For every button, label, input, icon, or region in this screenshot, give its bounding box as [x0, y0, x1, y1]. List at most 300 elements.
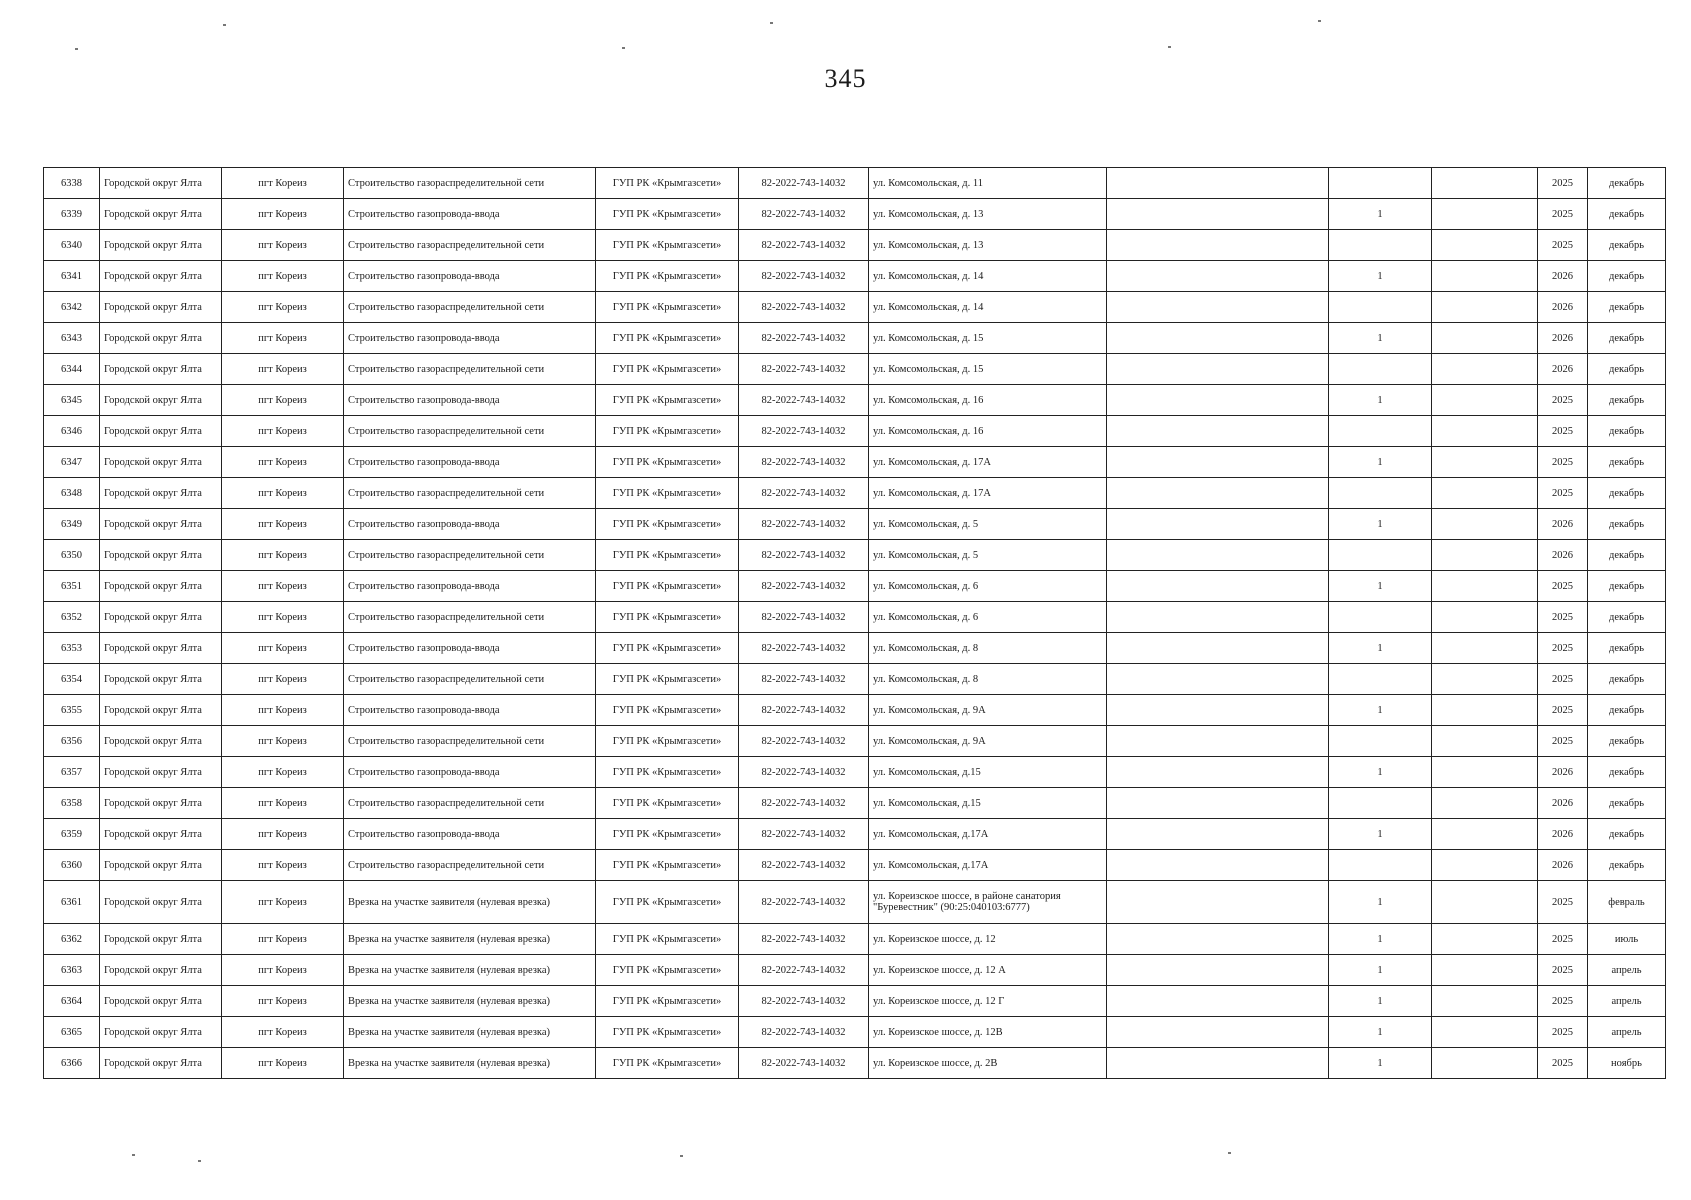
- settlement-cell: пгт Кореиз: [222, 168, 344, 199]
- address-cell: ул. Комсомольская, д. 5: [869, 540, 1107, 571]
- quantity-cell: [1329, 664, 1432, 695]
- year-cell: 2025: [1538, 955, 1588, 986]
- row-number: 6352: [44, 602, 100, 633]
- scan-speck: [75, 48, 78, 50]
- table-row: [44, 1048, 1666, 1079]
- blank-cell: [1432, 540, 1538, 571]
- month-cell: декабрь: [1588, 633, 1666, 664]
- organization-cell: ГУП РК «Крымгазсети»: [596, 924, 739, 955]
- year-cell: 2025: [1538, 571, 1588, 602]
- address-cell: ул. Комсомольская, д.15: [869, 757, 1107, 788]
- year-cell: 2026: [1538, 757, 1588, 788]
- work-type-cell: Строительство газопровода-ввода: [344, 819, 596, 850]
- table-row: [44, 261, 1666, 292]
- blank-cell: [1107, 416, 1329, 447]
- quantity-cell: 1: [1329, 323, 1432, 354]
- quantity-cell: 1: [1329, 1048, 1432, 1079]
- organization-cell: ГУП РК «Крымгазсети»: [596, 633, 739, 664]
- year-cell: 2026: [1538, 788, 1588, 819]
- blank-cell: [1432, 986, 1538, 1017]
- year-cell: 2025: [1538, 602, 1588, 633]
- row-number: 6357: [44, 757, 100, 788]
- month-cell: апрель: [1588, 1017, 1666, 1048]
- month-cell: декабрь: [1588, 199, 1666, 230]
- blank-cell: [1107, 385, 1329, 416]
- program-code-cell: 82-2022-743-14032: [739, 571, 869, 602]
- work-type-cell: Строительство газопровода-ввода: [344, 447, 596, 478]
- year-cell: 2025: [1538, 664, 1588, 695]
- district-cell: Городской округ Ялта: [100, 757, 222, 788]
- blank-cell: [1432, 478, 1538, 509]
- program-code-cell: 82-2022-743-14032: [739, 354, 869, 385]
- work-type-cell: Строительство газопровода-ввода: [344, 385, 596, 416]
- organization-cell: ГУП РК «Крымгазсети»: [596, 819, 739, 850]
- row-number: 6342: [44, 292, 100, 323]
- row-number: 6362: [44, 924, 100, 955]
- quantity-cell: 1: [1329, 924, 1432, 955]
- address-cell: ул. Кореизское шоссе, в районе санатория "Буревестник" (90:25:040103:6777): [869, 881, 1107, 924]
- year-cell: 2025: [1538, 199, 1588, 230]
- blank-cell: [1432, 199, 1538, 230]
- blank-cell: [1107, 695, 1329, 726]
- row-number: 6353: [44, 633, 100, 664]
- quantity-cell: [1329, 416, 1432, 447]
- year-cell: 2025: [1538, 881, 1588, 924]
- table-row: [44, 602, 1666, 633]
- table-row: [44, 924, 1666, 955]
- blank-cell: [1107, 924, 1329, 955]
- table-row: [44, 323, 1666, 354]
- program-code-cell: 82-2022-743-14032: [739, 986, 869, 1017]
- address-cell: ул. Комсомольская, д. 13: [869, 199, 1107, 230]
- table-row: [44, 695, 1666, 726]
- organization-cell: ГУП РК «Крымгазсети»: [596, 726, 739, 757]
- blank-cell: [1432, 1048, 1538, 1079]
- program-code-cell: 82-2022-743-14032: [739, 509, 869, 540]
- blank-cell: [1432, 416, 1538, 447]
- work-type-cell: Строительство газораспределительной сети: [344, 602, 596, 633]
- month-cell: декабрь: [1588, 695, 1666, 726]
- organization-cell: ГУП РК «Крымгазсети»: [596, 955, 739, 986]
- address-cell: ул. Комсомольская, д. 9А: [869, 726, 1107, 757]
- address-cell: ул. Комсомольская, д. 16: [869, 416, 1107, 447]
- work-type-cell: Строительство газораспределительной сети: [344, 230, 596, 261]
- scan-speck: [1168, 46, 1171, 48]
- district-cell: Городской округ Ялта: [100, 478, 222, 509]
- organization-cell: ГУП РК «Крымгазсети»: [596, 261, 739, 292]
- work-type-cell: Строительство газораспределительной сети: [344, 354, 596, 385]
- work-type-cell: Строительство газопровода-ввода: [344, 323, 596, 354]
- month-cell: декабрь: [1588, 261, 1666, 292]
- quantity-cell: [1329, 726, 1432, 757]
- organization-cell: ГУП РК «Крымгазсети»: [596, 602, 739, 633]
- district-cell: Городской округ Ялта: [100, 695, 222, 726]
- blank-cell: [1107, 633, 1329, 664]
- blank-cell: [1432, 695, 1538, 726]
- program-code-cell: 82-2022-743-14032: [739, 757, 869, 788]
- year-cell: 2026: [1538, 819, 1588, 850]
- row-number: 6344: [44, 354, 100, 385]
- work-type-cell: Строительство газораспределительной сети: [344, 478, 596, 509]
- table-row: [44, 633, 1666, 664]
- address-cell: ул. Комсомольская, д.15: [869, 788, 1107, 819]
- blank-cell: [1107, 602, 1329, 633]
- quantity-cell: [1329, 292, 1432, 323]
- program-code-cell: 82-2022-743-14032: [739, 788, 869, 819]
- address-cell: ул. Комсомольская, д. 15: [869, 323, 1107, 354]
- blank-cell: [1107, 478, 1329, 509]
- organization-cell: ГУП РК «Крымгазсети»: [596, 354, 739, 385]
- table-row: [44, 955, 1666, 986]
- program-code-cell: 82-2022-743-14032: [739, 168, 869, 199]
- month-cell: декабрь: [1588, 230, 1666, 261]
- year-cell: 2025: [1538, 478, 1588, 509]
- row-number: 6359: [44, 819, 100, 850]
- blank-cell: [1432, 292, 1538, 323]
- row-number: 6361: [44, 881, 100, 924]
- year-cell: 2026: [1538, 261, 1588, 292]
- table-row: [44, 416, 1666, 447]
- scan-speck: [132, 1154, 135, 1156]
- year-cell: 2026: [1538, 292, 1588, 323]
- settlement-cell: пгт Кореиз: [222, 788, 344, 819]
- year-cell: 2026: [1538, 323, 1588, 354]
- work-type-cell: Врезка на участке заявителя (нулевая врезка): [344, 1017, 596, 1048]
- settlement-cell: пгт Кореиз: [222, 199, 344, 230]
- month-cell: июль: [1588, 924, 1666, 955]
- row-number: 6340: [44, 230, 100, 261]
- blank-cell: [1432, 757, 1538, 788]
- row-number: 6338: [44, 168, 100, 199]
- month-cell: апрель: [1588, 955, 1666, 986]
- table-row: [44, 199, 1666, 230]
- blank-cell: [1107, 261, 1329, 292]
- program-code-cell: 82-2022-743-14032: [739, 447, 869, 478]
- settlement-cell: пгт Кореиз: [222, 633, 344, 664]
- program-code-cell: 82-2022-743-14032: [739, 850, 869, 881]
- address-cell: ул. Комсомольская, д. 9А: [869, 695, 1107, 726]
- address-cell: ул. Комсомольская, д. 6: [869, 602, 1107, 633]
- row-number: 6356: [44, 726, 100, 757]
- district-cell: Городской округ Ялта: [100, 447, 222, 478]
- settlement-cell: пгт Кореиз: [222, 881, 344, 924]
- month-cell: декабрь: [1588, 850, 1666, 881]
- blank-cell: [1107, 1017, 1329, 1048]
- month-cell: декабрь: [1588, 354, 1666, 385]
- quantity-cell: 1: [1329, 261, 1432, 292]
- address-cell: ул. Комсомольская, д. 17А: [869, 478, 1107, 509]
- program-code-cell: 82-2022-743-14032: [739, 230, 869, 261]
- program-code-cell: 82-2022-743-14032: [739, 292, 869, 323]
- scan-speck: [622, 47, 625, 49]
- month-cell: декабрь: [1588, 664, 1666, 695]
- district-cell: Городской округ Ялта: [100, 230, 222, 261]
- program-code-cell: 82-2022-743-14032: [739, 602, 869, 633]
- program-code-cell: 82-2022-743-14032: [739, 478, 869, 509]
- district-cell: Городской округ Ялта: [100, 540, 222, 571]
- row-number: 6347: [44, 447, 100, 478]
- blank-cell: [1107, 1048, 1329, 1079]
- blank-cell: [1432, 788, 1538, 819]
- district-cell: Городской округ Ялта: [100, 261, 222, 292]
- year-cell: 2025: [1538, 1017, 1588, 1048]
- organization-cell: ГУП РК «Крымгазсети»: [596, 323, 739, 354]
- row-number: 6346: [44, 416, 100, 447]
- table-row: [44, 292, 1666, 323]
- settlement-cell: пгт Кореиз: [222, 695, 344, 726]
- organization-cell: ГУП РК «Крымгазсети»: [596, 986, 739, 1017]
- blank-cell: [1432, 819, 1538, 850]
- settlement-cell: пгт Кореиз: [222, 602, 344, 633]
- district-cell: Городской округ Ялта: [100, 788, 222, 819]
- district-cell: Городской округ Ялта: [100, 571, 222, 602]
- district-cell: Городской округ Ялта: [100, 509, 222, 540]
- organization-cell: ГУП РК «Крымгазсети»: [596, 540, 739, 571]
- table-row: [44, 509, 1666, 540]
- month-cell: декабрь: [1588, 788, 1666, 819]
- work-type-cell: Строительство газораспределительной сети: [344, 168, 596, 199]
- row-number: 6341: [44, 261, 100, 292]
- table-row: [44, 757, 1666, 788]
- month-cell: декабрь: [1588, 726, 1666, 757]
- blank-cell: [1432, 323, 1538, 354]
- quantity-cell: [1329, 602, 1432, 633]
- blank-cell: [1432, 168, 1538, 199]
- address-cell: ул. Комсомольская, д. 16: [869, 385, 1107, 416]
- settlement-cell: пгт Кореиз: [222, 509, 344, 540]
- settlement-cell: пгт Кореиз: [222, 292, 344, 323]
- district-cell: Городской округ Ялта: [100, 924, 222, 955]
- work-type-cell: Строительство газопровода-ввода: [344, 261, 596, 292]
- settlement-cell: пгт Кореиз: [222, 1017, 344, 1048]
- program-code-cell: 82-2022-743-14032: [739, 924, 869, 955]
- quantity-cell: [1329, 850, 1432, 881]
- quantity-cell: 1: [1329, 819, 1432, 850]
- blank-cell: [1432, 447, 1538, 478]
- program-code-cell: 82-2022-743-14032: [739, 1048, 869, 1079]
- table-row: [44, 881, 1666, 924]
- blank-cell: [1432, 385, 1538, 416]
- scan-speck: [1318, 20, 1321, 22]
- month-cell: декабрь: [1588, 323, 1666, 354]
- settlement-cell: пгт Кореиз: [222, 986, 344, 1017]
- organization-cell: ГУП РК «Крымгазсети»: [596, 447, 739, 478]
- organization-cell: ГУП РК «Крымгазсети»: [596, 1048, 739, 1079]
- settlement-cell: пгт Кореиз: [222, 819, 344, 850]
- scan-speck: [770, 22, 773, 24]
- year-cell: 2025: [1538, 230, 1588, 261]
- organization-cell: ГУП РК «Крымгазсети»: [596, 788, 739, 819]
- work-type-cell: Врезка на участке заявителя (нулевая врезка): [344, 881, 596, 924]
- quantity-cell: [1329, 540, 1432, 571]
- row-number: 6355: [44, 695, 100, 726]
- blank-cell: [1107, 726, 1329, 757]
- organization-cell: ГУП РК «Крымгазсети»: [596, 695, 739, 726]
- work-type-cell: Строительство газопровода-ввода: [344, 509, 596, 540]
- row-number: 6366: [44, 1048, 100, 1079]
- blank-cell: [1107, 757, 1329, 788]
- organization-cell: ГУП РК «Крымгазсети»: [596, 881, 739, 924]
- quantity-cell: 1: [1329, 1017, 1432, 1048]
- settlement-cell: пгт Кореиз: [222, 540, 344, 571]
- program-code-cell: 82-2022-743-14032: [739, 955, 869, 986]
- blank-cell: [1107, 571, 1329, 602]
- settlement-cell: пгт Кореиз: [222, 323, 344, 354]
- organization-cell: ГУП РК «Крымгазсети»: [596, 1017, 739, 1048]
- blank-cell: [1107, 540, 1329, 571]
- blank-cell: [1107, 168, 1329, 199]
- settlement-cell: пгт Кореиз: [222, 230, 344, 261]
- address-cell: ул. Комсомольская, д.17А: [869, 819, 1107, 850]
- settlement-cell: пгт Кореиз: [222, 955, 344, 986]
- blank-cell: [1432, 664, 1538, 695]
- address-cell: ул. Комсомольская, д. 8: [869, 664, 1107, 695]
- year-cell: 2026: [1538, 509, 1588, 540]
- table-row: [44, 819, 1666, 850]
- row-number: 6354: [44, 664, 100, 695]
- quantity-cell: 1: [1329, 447, 1432, 478]
- year-cell: 2026: [1538, 850, 1588, 881]
- work-type-cell: Строительство газопровода-ввода: [344, 199, 596, 230]
- blank-cell: [1432, 354, 1538, 385]
- blank-cell: [1107, 230, 1329, 261]
- address-cell: ул. Комсомольская, д. 6: [869, 571, 1107, 602]
- blank-cell: [1432, 955, 1538, 986]
- year-cell: 2025: [1538, 168, 1588, 199]
- program-code-cell: 82-2022-743-14032: [739, 881, 869, 924]
- blank-cell: [1107, 199, 1329, 230]
- address-cell: ул. Комсомольская, д. 8: [869, 633, 1107, 664]
- row-number: 6349: [44, 509, 100, 540]
- year-cell: 2025: [1538, 385, 1588, 416]
- address-cell: ул. Комсомольская, д. 11: [869, 168, 1107, 199]
- quantity-cell: [1329, 354, 1432, 385]
- work-type-cell: Строительство газораспределительной сети: [344, 540, 596, 571]
- page-number: 345: [824, 64, 867, 93]
- organization-cell: ГУП РК «Крымгазсети»: [596, 168, 739, 199]
- settlement-cell: пгт Кореиз: [222, 924, 344, 955]
- quantity-cell: 1: [1329, 509, 1432, 540]
- address-cell: ул. Кореизское шоссе, д. 2В: [869, 1048, 1107, 1079]
- month-cell: декабрь: [1588, 447, 1666, 478]
- district-cell: Городской округ Ялта: [100, 664, 222, 695]
- settlement-cell: пгт Кореиз: [222, 385, 344, 416]
- table-row: [44, 478, 1666, 509]
- blank-cell: [1432, 230, 1538, 261]
- address-cell: ул. Кореизское шоссе, д. 12В: [869, 1017, 1107, 1048]
- table-row: [44, 354, 1666, 385]
- work-type-cell: Врезка на участке заявителя (нулевая врезка): [344, 955, 596, 986]
- organization-cell: ГУП РК «Крымгазсети»: [596, 292, 739, 323]
- work-type-cell: Строительство газораспределительной сети: [344, 850, 596, 881]
- work-type-cell: Строительство газораспределительной сети: [344, 726, 596, 757]
- quantity-cell: 1: [1329, 695, 1432, 726]
- district-cell: Городской округ Ялта: [100, 199, 222, 230]
- program-code-cell: 82-2022-743-14032: [739, 385, 869, 416]
- program-code-cell: 82-2022-743-14032: [739, 1017, 869, 1048]
- row-number: 6364: [44, 986, 100, 1017]
- year-cell: 2025: [1538, 633, 1588, 664]
- quantity-cell: [1329, 788, 1432, 819]
- blank-cell: [1107, 986, 1329, 1017]
- work-type-cell: Строительство газопровода-ввода: [344, 695, 596, 726]
- register-table: [43, 167, 1666, 1079]
- address-cell: ул. Комсомольская, д. 5: [869, 509, 1107, 540]
- row-number: 6345: [44, 385, 100, 416]
- table-row: [44, 230, 1666, 261]
- blank-cell: [1107, 447, 1329, 478]
- address-cell: ул. Кореизское шоссе, д. 12: [869, 924, 1107, 955]
- year-cell: 2025: [1538, 1048, 1588, 1079]
- settlement-cell: пгт Кореиз: [222, 1048, 344, 1079]
- quantity-cell: 1: [1329, 757, 1432, 788]
- organization-cell: ГУП РК «Крымгазсети»: [596, 509, 739, 540]
- month-cell: декабрь: [1588, 292, 1666, 323]
- table-row: [44, 571, 1666, 602]
- blank-cell: [1432, 924, 1538, 955]
- blank-cell: [1432, 881, 1538, 924]
- quantity-cell: 1: [1329, 633, 1432, 664]
- organization-cell: ГУП РК «Крымгазсети»: [596, 478, 739, 509]
- work-type-cell: Врезка на участке заявителя (нулевая врезка): [344, 924, 596, 955]
- settlement-cell: пгт Кореиз: [222, 850, 344, 881]
- program-code-cell: 82-2022-743-14032: [739, 726, 869, 757]
- program-code-cell: 82-2022-743-14032: [739, 199, 869, 230]
- quantity-cell: 1: [1329, 571, 1432, 602]
- work-type-cell: Строительство газораспределительной сети: [344, 788, 596, 819]
- blank-cell: [1107, 664, 1329, 695]
- row-number: 6339: [44, 199, 100, 230]
- address-cell: ул. Комсомольская, д.17А: [869, 850, 1107, 881]
- register-body: [44, 168, 1666, 1079]
- month-cell: февраль: [1588, 881, 1666, 924]
- work-type-cell: Строительство газопровода-ввода: [344, 633, 596, 664]
- blank-cell: [1107, 850, 1329, 881]
- month-cell: декабрь: [1588, 168, 1666, 199]
- organization-cell: ГУП РК «Крымгазсети»: [596, 230, 739, 261]
- blank-cell: [1432, 602, 1538, 633]
- district-cell: Городской округ Ялта: [100, 726, 222, 757]
- month-cell: декабрь: [1588, 819, 1666, 850]
- district-cell: Городской округ Ялта: [100, 955, 222, 986]
- quantity-cell: 1: [1329, 199, 1432, 230]
- district-cell: Городской округ Ялта: [100, 881, 222, 924]
- blank-cell: [1107, 292, 1329, 323]
- month-cell: декабрь: [1588, 540, 1666, 571]
- month-cell: декабрь: [1588, 509, 1666, 540]
- organization-cell: ГУП РК «Крымгазсети»: [596, 571, 739, 602]
- settlement-cell: пгт Кореиз: [222, 664, 344, 695]
- row-number: 6360: [44, 850, 100, 881]
- month-cell: декабрь: [1588, 478, 1666, 509]
- row-number: 6343: [44, 323, 100, 354]
- blank-cell: [1432, 726, 1538, 757]
- district-cell: Городской округ Ялта: [100, 168, 222, 199]
- year-cell: 2026: [1538, 354, 1588, 385]
- work-type-cell: Строительство газораспределительной сети: [344, 416, 596, 447]
- blank-cell: [1107, 354, 1329, 385]
- table-row: [44, 385, 1666, 416]
- district-cell: Городской округ Ялта: [100, 602, 222, 633]
- table-row: [44, 850, 1666, 881]
- organization-cell: ГУП РК «Крымгазсети»: [596, 850, 739, 881]
- table-row: [44, 540, 1666, 571]
- row-number: 6365: [44, 1017, 100, 1048]
- year-cell: 2025: [1538, 416, 1588, 447]
- organization-cell: ГУП РК «Крымгазсети»: [596, 385, 739, 416]
- blank-cell: [1432, 850, 1538, 881]
- organization-cell: ГУП РК «Крымгазсети»: [596, 757, 739, 788]
